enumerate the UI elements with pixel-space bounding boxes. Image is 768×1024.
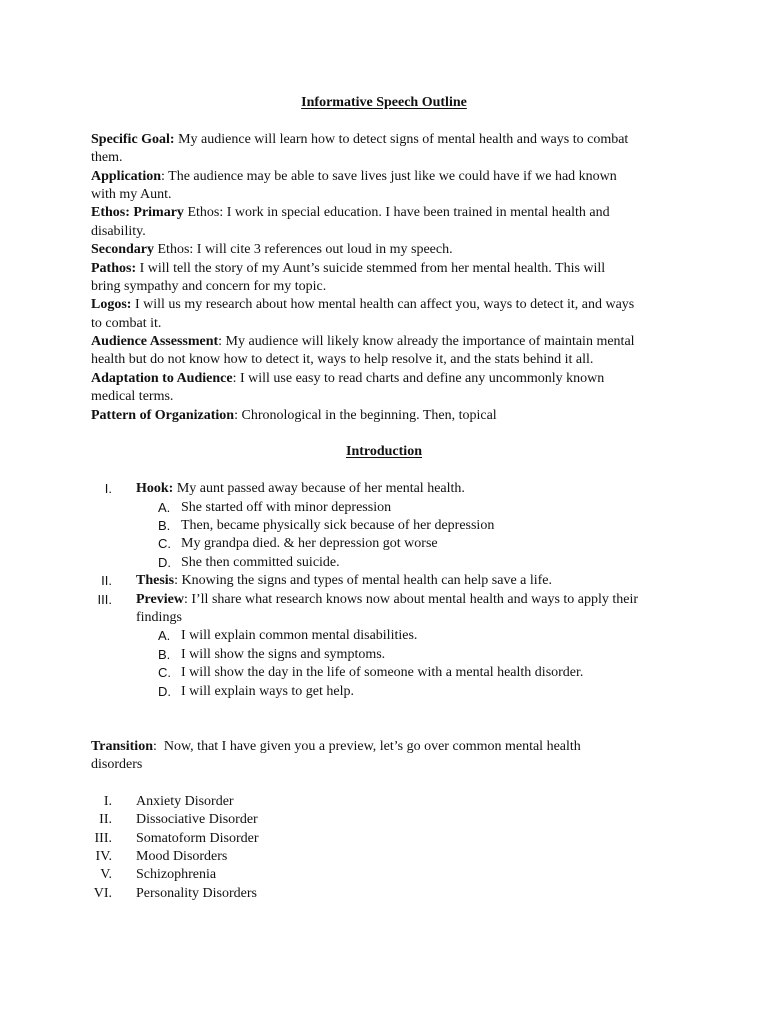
ethos-secondary-label: Secondary (91, 242, 154, 258)
pattern-text: : Chronological in the beginning. Then, topical (234, 407, 497, 423)
spacer (0, 425, 768, 443)
list-letter: B. (158, 517, 171, 533)
list-letter: C. (158, 536, 171, 552)
disorder-name: Personality Disorders (136, 885, 257, 901)
specific-goal-label: Specific Goal: (91, 131, 175, 147)
list-numeral: IV. (95, 849, 112, 865)
disorder-item (0, 885, 768, 903)
ethos-primary-continuation: disability. (91, 223, 146, 239)
subitem-text: I will show the day in the life of someone with a mental health disorder. (181, 665, 584, 681)
list-letter: A. (158, 628, 171, 644)
spacer (0, 774, 768, 792)
specific-goal-continuation: them. (91, 150, 123, 166)
ethos-primary-label: Ethos: Primary (91, 205, 184, 221)
adaptation-line (0, 370, 768, 388)
preview-label: Preview (136, 591, 184, 607)
disorder-name: Dissociative Disorder (136, 812, 258, 828)
logos-continuation: to combat it. (91, 315, 162, 331)
ethos-secondary-text: Ethos: I will cite 3 references out loud in my speech. (154, 242, 453, 258)
audience-assessment-label: Audience Assessment (91, 334, 219, 350)
spacer (0, 112, 768, 130)
list-numeral: II. (101, 573, 112, 589)
disorder-name: Somatoform Disorder (136, 830, 259, 846)
specific-goal-line (0, 131, 768, 149)
transition-line (0, 738, 768, 756)
hook-subitem-a (0, 499, 768, 517)
application-continuation: with my Aunt. (91, 186, 172, 202)
intro-item-hook (0, 480, 768, 498)
disorder-name: Schizophrenia (136, 867, 217, 883)
disorder-item (0, 866, 768, 884)
list-letter: C. (158, 665, 171, 681)
disorder-item (0, 811, 768, 829)
specific-goal-text: My audience will learn how to detect signs of mental health and ways to combat (174, 131, 629, 147)
list-letter: D. (158, 554, 171, 570)
introduction-heading: Introduction (346, 444, 422, 460)
application-line (0, 168, 768, 186)
pattern-label: Pattern of Organization (91, 407, 235, 423)
application-text: : The audience may be able to save lives just like we could have if we had known (161, 168, 617, 184)
audience-assessment-text: : My audience will likely know already the importance of maintain mental (218, 334, 635, 350)
disorder-name: Mood Disorders (136, 849, 228, 865)
audience-assessment-continuation: health but do not know how to detect it, ways to help resolve it, and the stats behind it all. (91, 352, 594, 368)
preview-subitem-a (0, 627, 768, 645)
transition-continuation: disorders (91, 757, 143, 773)
disorders-list (0, 793, 768, 903)
pattern-line (0, 407, 768, 425)
preview-text: : I’ll share what research knows now about mental health and ways to apply their (183, 591, 639, 607)
ethos-primary-line (0, 204, 768, 222)
subitem-text: My grandpa died. & her depression got worse (181, 536, 438, 552)
transition-text: : Now, that I have given you a preview, let’s go over common mental health (152, 738, 581, 754)
pathos-line (0, 260, 768, 278)
subitem-text: I will explain common mental disabilities. (181, 628, 418, 644)
disorder-item (0, 793, 768, 811)
list-numeral: I. (104, 481, 112, 497)
thesis-text: : Knowing the signs and types of mental health can help save a life. (174, 573, 553, 589)
list-numeral: V. (100, 867, 112, 883)
list-numeral: II. (99, 812, 112, 828)
ethos-secondary-line (0, 241, 768, 259)
adaptation-label: Adaptation to Audience (91, 370, 233, 386)
logos-line (0, 296, 768, 314)
transition-label: Transition (91, 738, 153, 754)
preview-subitem-d (0, 683, 768, 701)
introduction-list (0, 480, 768, 701)
list-numeral: III. (97, 591, 112, 607)
subitem-text: I will explain ways to get help. (181, 683, 355, 699)
intro-item-preview (0, 591, 768, 609)
subitem-text: She started off with minor depression (181, 499, 392, 515)
preview-subitem-c (0, 664, 768, 682)
thesis-label: Thesis (136, 573, 175, 589)
subitem-text: I will show the signs and symptoms. (181, 646, 386, 662)
list-letter: B. (158, 646, 171, 662)
outline-overview (0, 131, 768, 425)
list-numeral: VI. (93, 885, 112, 901)
application-label: Application (91, 168, 162, 184)
hook-subitem-c (0, 535, 768, 553)
preview-subitem-b (0, 646, 768, 664)
subitem-text: Then, became physically sick because of her depression (181, 517, 495, 533)
logos-text: I will us my research about how mental health can affect you, ways to detect it, and ways (131, 297, 635, 313)
document-title: Informative Speech Outline (301, 95, 467, 110)
list-letter: A. (158, 499, 171, 515)
intro-item-thesis (0, 572, 768, 590)
adaptation-continuation: medical terms. (91, 389, 174, 405)
list-numeral: III. (94, 830, 112, 846)
hook-label: Hook: (136, 481, 174, 497)
audience-assessment-line (0, 333, 768, 351)
pathos-label: Pathos: (91, 260, 137, 276)
preview-continuation: findings (136, 609, 182, 625)
disorder-item (0, 830, 768, 848)
spacer (0, 462, 768, 480)
disorder-item (0, 848, 768, 866)
spacer (0, 701, 768, 738)
pathos-continuation: bring sympathy and concern for my topic. (91, 278, 327, 294)
hook-subitem-d (0, 554, 768, 572)
hook-text: My aunt passed away because of her mental health. (173, 481, 465, 497)
logos-label: Logos: (91, 297, 132, 313)
ethos-primary-text: Ethos: I work in special education. I have been trained in mental health and (183, 205, 610, 221)
adaptation-text: : I will use easy to read charts and define any uncommonly known (232, 370, 605, 386)
transition-paragraph (0, 738, 768, 775)
hook-subitem-b (0, 517, 768, 535)
disorder-name: Anxiety Disorder (136, 793, 234, 809)
list-numeral: I. (103, 793, 112, 809)
outline-body (0, 94, 768, 903)
subitem-text: She then committed suicide. (181, 554, 340, 570)
pathos-text: I will tell the story of my Aunt’s suicide stemmed from her mental health. This will (136, 260, 606, 276)
list-letter: D. (158, 683, 171, 699)
